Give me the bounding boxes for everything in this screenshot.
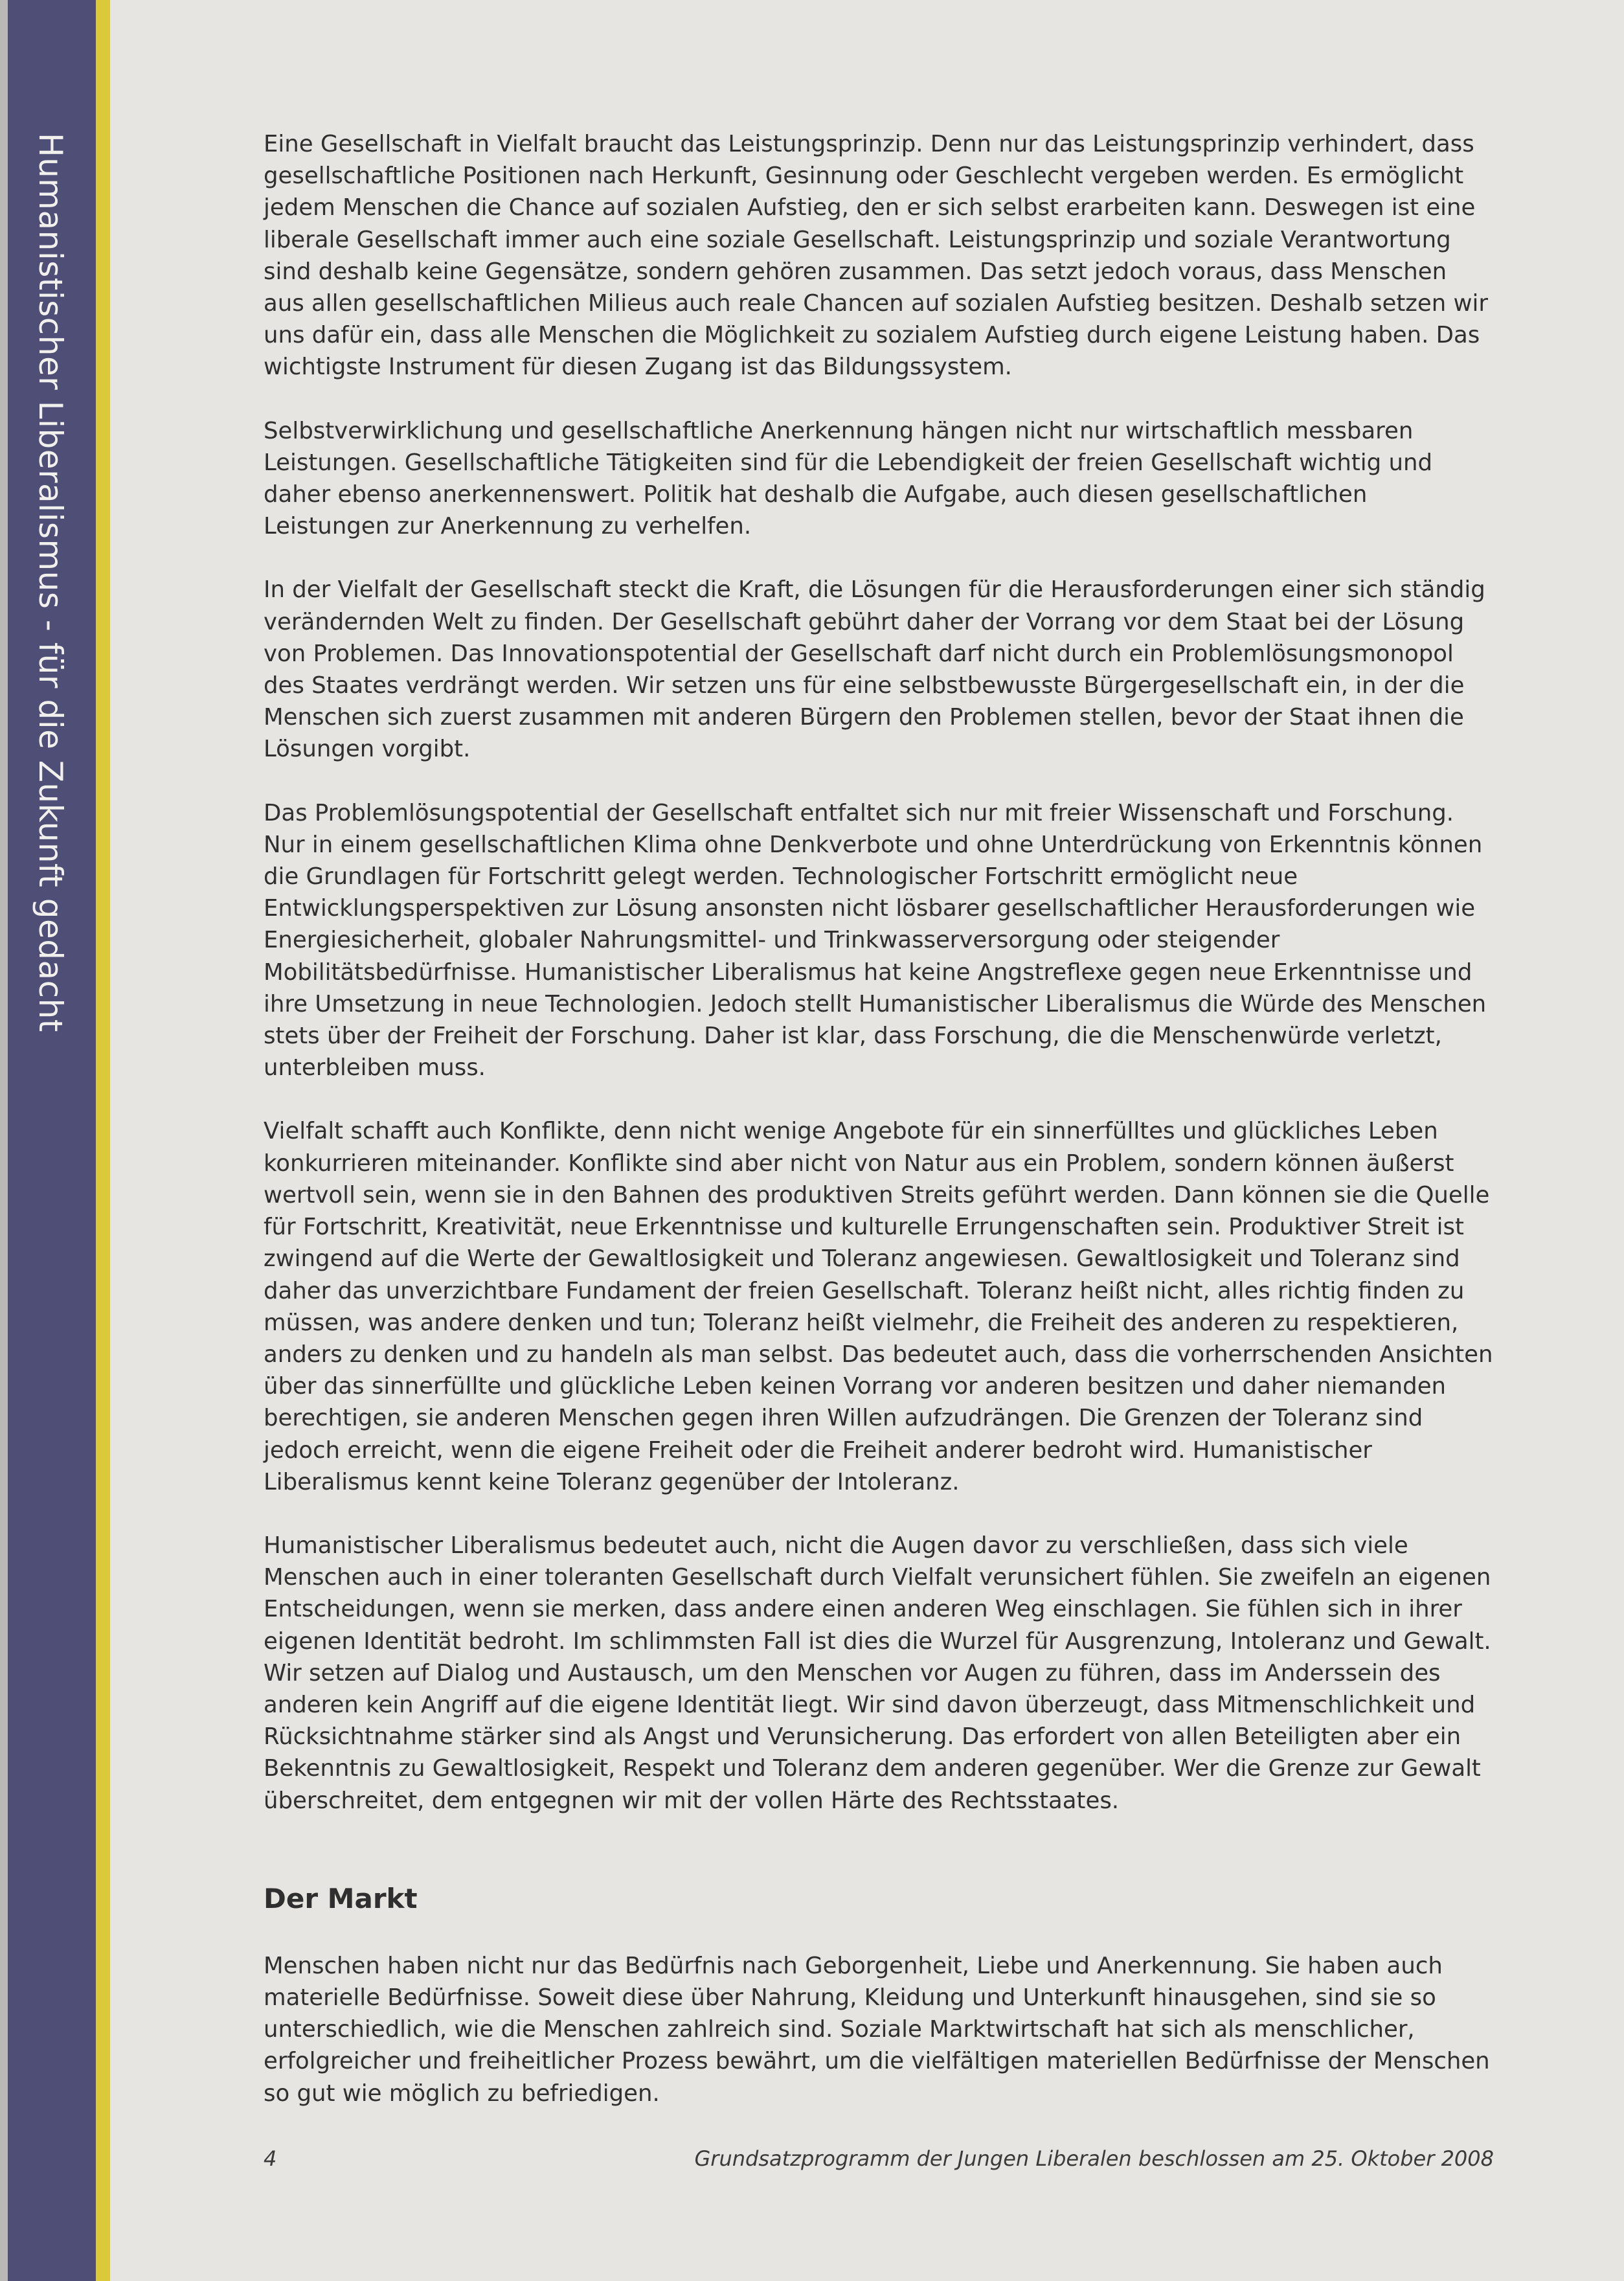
- paragraph: Selbstverwirklichung und gesellschaftliche Anerkennung hängen nicht nur wirtschaftlich messbaren Leistungen. Gesellschaftliche Tätigkeiten sind für die Lebendigkeit der freien Gesellschaft wichtig und daher ebenso anerkennenswert. Politik hat deshalb die Aufgabe, auch diesen gesellschaftlichen Leistungen zur Anerkennung zu verhelfen.: [264, 417, 1432, 540]
- page-edge: [0, 0, 8, 2281]
- paragraph: Eine Gesellschaft in Vielfalt braucht das Leistungsprinzip. Denn nur das Leistungsprinzip verhindert, dass gesellschaftliche Positionen nach Herkunft, Gesinnung oder Geschlecht vergeben werden. Es ermöglicht jedem Menschen die Chance auf sozialen Aufstieg, den er sich selbst erarbeiten kann. Deswegen ist eine liberale Gesellschaft immer auch eine soziale Gesellschaft. Leistungsprinzip und soziale Verantwortung sind deshalb keine Gegensätze, sondern gehören zusammen. Das setzt jedoch voraus, dass Menschen aus allen gesellschaftlichen Milieus auch reale Chancen auf sozialen Aufstieg besitzen. Deshalb setzen wir uns dafür ein, dass alle Menschen die Möglichkeit zu sozialem Aufstieg durch eigene Leistung haben. Das wichtigste Instrument für diesen Zugang ist das Bildungssystem.: [264, 131, 1488, 381]
- paragraph: In der Vielfalt der Gesellschaft steckt die Kraft, die Lösungen für die Herausforderungen einer sich ständig verändernden Welt zu finden. Der Gesellschaft gebührt daher der Vorrang vor dem Staat bei der Lösung von Problemen. Das Innovationspotential der Gesellschaft darf nicht durch ein Problemlösungsmonopol des Staates verdrängt werden. Wir setzen uns für eine selbstbewusste Bürgergesellschaft ein, in der die Menschen sich zuerst zusammen mit anderen Bürgern den Problemen stellen, bevor der Staat ihnen die Lösungen vorgibt.: [264, 576, 1485, 763]
- paragraph: Humanistischer Liberalismus bedeutet auch, nicht die Augen davor zu verschließen, dass sich viele Menschen auch in einer toleranten Gesellschaft durch Vielfalt verunsichert fühlen. Sie zweifeln an eigenen Entscheidungen, wenn sie merken, dass andere einen anderen Weg einschlagen. Sie fühlen sich in ihrer eigenen Identität bedroht. Im schlimmsten Fall ist dies die Wurzel für Ausgrenzung, Intoleranz und Gewalt. Wir setzen auf Dialog und Austausch, um den Menschen vor Augen zu führen, dass im Anderssein des anderen kein Angriff auf die eigene Identität liegt. Wir sind davon überzeugt, dass Mitmenschlichkeit und Rücksichtnahme stärker sind als Angst und Verunsicherung. Das erfordert von allen Beteiligten aber ein Bekenntnis zu Gewaltlosigkeit, Respekt und Toleranz dem anderen gegenüber. Wer die Grenze zur Gewalt überschreitet, dem entgegnen wir mit der vollen Härte des Rechtsstaates.: [264, 1532, 1491, 1814]
- section-heading: Der Markt: [264, 1882, 418, 1914]
- paragraph: Das Problemlösungspotential der Gesellschaft entfaltet sich nur mit freier Wissenschaft und Forschung. Nur in einem gesellschaftlichen Klima ohne Denkverbote und ohne Unterdrückung von Erkenntnis können die Grundlagen für Fortschritt gelegt werden. Technologischer Fortschritt ermöglicht neue Entwicklungsperspektiven zur Lösung ansonsten nicht lösbarer gesellschaftlicher Herausforderungen wie Energiesicherheit, globaler Nahrungsmittel- und Trinkwasserversorgung oder steigender Mobilitätsbedürfnisse. Humanistischer Liberalismus hat keine Angstreflexe gegen neue Erkenntnisse und ihre Umsetzung in neue Technologien. Jedoch stellt Humanistischer Liberalismus die Würde des Menschen stets über der Freiheit der Forschung. Daher ist klar, dass Forschung, die die Menschenwürde verletzt, unterbleiben muss.: [264, 799, 1487, 1082]
- footer-text: Grundsatzprogramm der Jungen Liberalen beschlossen am 25. Oktober 2008: [694, 2146, 1494, 2171]
- body-content: [264, 128, 1494, 2109]
- section-paragraph: Menschen haben nicht nur das Bedürfnis nach Geborgenheit, Liebe und Anerkennung. Sie haben auch materielle Bedürfnisse. Soweit diese über Nahrung, Kleidung und Unterkunft hinausgehen, sind sie so unterschiedlich, wie die Menschen zahlreich sind. Soziale Marktwirtschaft hat sich als menschlicher, erfolgreicher und freiheitlicher Prozess bewährt, um die vielfältigen materiellen Bedürfnisse der Menschen so gut wie möglich zu befriedigen.: [264, 1952, 1490, 2107]
- paragraph: Vielfalt schafft auch Konflikte, denn nicht wenige Angebote für ein sinnerfülltes und glückliches Leben konkurrieren miteinander. Konflikte sind aber nicht von Natur aus ein Problem, sondern können äußerst wertvoll sein, wenn sie in den Bahnen des produktiven Streits geführt werden. Dann können sie die Quelle für Fortschritt, Kreativität, neue Erkenntnisse und kulturelle Errungenschaften sein. Produktiver Streit ist zwingend auf die Werte der Gewaltlosigkeit und Toleranz angewiesen. Gewaltlosigkeit und Toleranz sind daher das unverzichtbare Fundament der freien Gesellschaft. Toleranz heißt nicht, alles richtig finden zu müssen, was andere denken und tun; Toleranz heißt vielmehr, die Freiheit des anderen zu respektieren, anders zu denken und zu handeln als man selbst. Das bedeutet auch, dass die vorherrschenden Ansichten über das sinnerfüllte und glückliche Leben keinen Vorrang vor anderen besitzen und daher niemanden berechtigen, sie anderen Menschen gegen ihren Willen aufzudrängen. Die Grenzen der Toleranz sind jedoch erreicht, wenn die eigene Freiheit oder die Freiheit anderer bedroht wird. Humanistischer Liberalismus kennt keine Toleranz gegenüber der Intoleranz.: [264, 1118, 1493, 1495]
- side-title: Humanistischer Liberalismus - für die Zukunft gedacht: [32, 133, 69, 1032]
- side-accent-stripe: [96, 0, 110, 2281]
- page-number: 4: [264, 2146, 277, 2171]
